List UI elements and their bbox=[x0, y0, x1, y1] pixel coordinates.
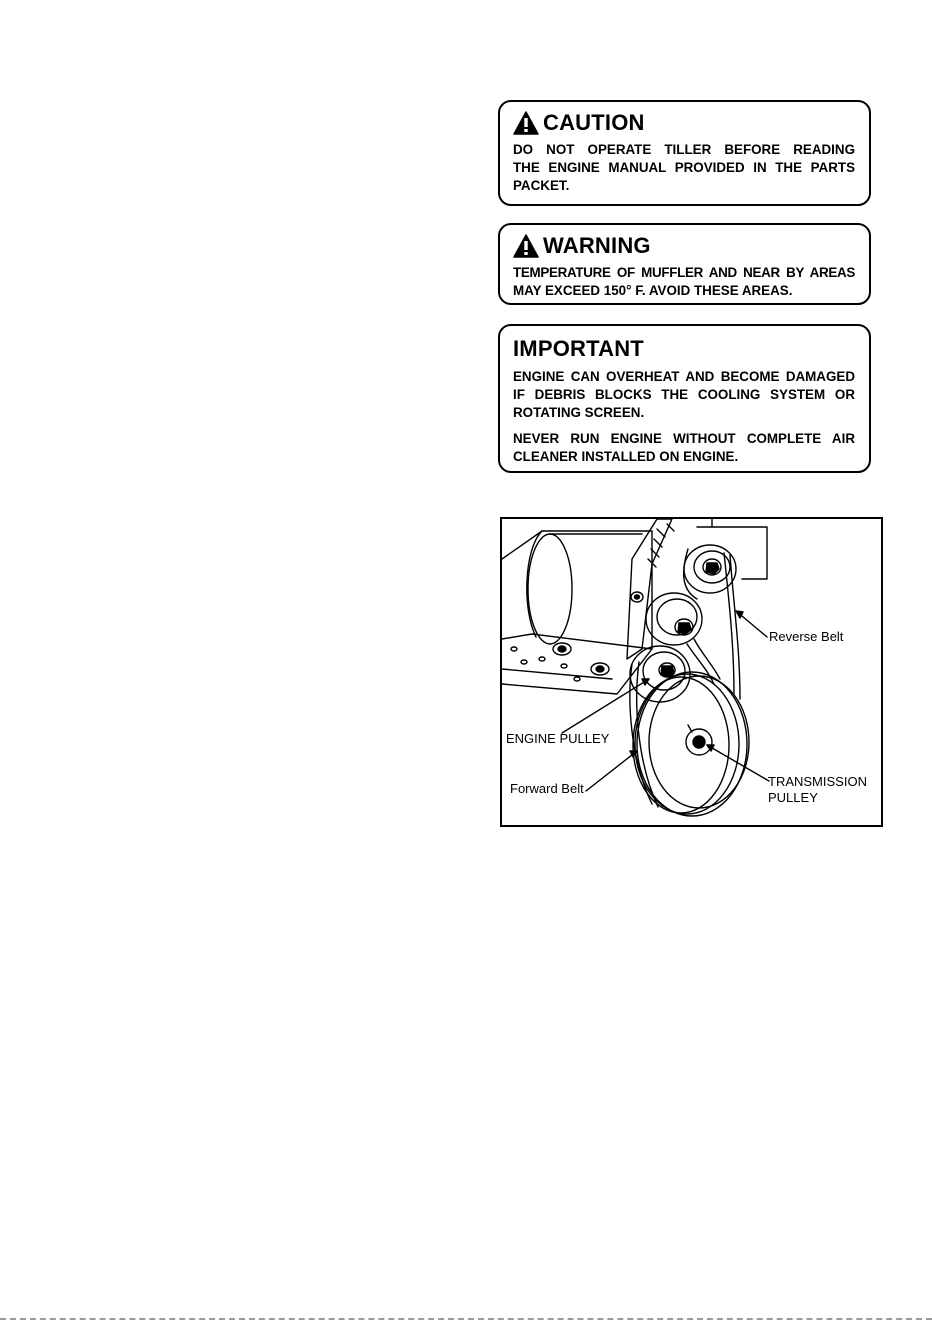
caution-title: CAUTION bbox=[543, 110, 645, 135]
warning-line: TEMPERATURE OF MUFFLER AND NEAR BY AREAS bbox=[513, 265, 855, 280]
important-paragraph bbox=[513, 430, 855, 466]
important-notice bbox=[498, 324, 871, 473]
caution-notice bbox=[498, 100, 871, 206]
warning-notice bbox=[498, 223, 871, 305]
important-line: NEVER RUN ENGINE WITHOUT COMPLETE AIR bbox=[513, 431, 855, 446]
important-line: IF DEBRIS BLOCKS THE COOLING SYSTEM OR bbox=[513, 387, 855, 402]
important-line: ENGINE CAN OVERHEAT AND BECOME DAMAGED bbox=[513, 369, 855, 384]
important-title: IMPORTANT bbox=[513, 336, 644, 361]
transmission-pulley-label bbox=[768, 774, 867, 806]
transmission-label-line: PULLEY bbox=[768, 790, 818, 805]
important-paragraph bbox=[513, 368, 855, 422]
important-line: ROTATING SCREEN. bbox=[513, 405, 645, 420]
page-bottom-rule bbox=[0, 1318, 932, 1320]
caution-header bbox=[513, 108, 855, 138]
forward-belt-label: Forward Belt bbox=[510, 781, 584, 796]
engine-pulley-label: ENGINE PULLEY bbox=[506, 731, 610, 746]
belt-pulley-figure bbox=[500, 517, 883, 827]
transmission-label-line: TRANSMISSION bbox=[768, 774, 867, 789]
caution-line: PACKET. bbox=[513, 178, 570, 193]
important-header bbox=[513, 336, 855, 362]
warning-triangle-icon bbox=[513, 234, 539, 258]
warning-header bbox=[513, 231, 855, 261]
warning-line: MAY EXCEED 150° F. AVOID THESE AREAS. bbox=[513, 283, 793, 298]
important-line: CLEANER INSTALLED ON ENGINE. bbox=[513, 449, 739, 464]
warning-title: WARNING bbox=[543, 233, 651, 258]
reverse-belt-label: Reverse Belt bbox=[769, 629, 844, 644]
caution-line: DO NOT OPERATE TILLER BEFORE READING bbox=[513, 142, 855, 157]
caution-line: THE ENGINE MANUAL PROVIDED IN THE PARTS bbox=[513, 160, 855, 175]
caution-text bbox=[513, 141, 855, 195]
warning-text bbox=[513, 264, 855, 300]
important-text bbox=[513, 368, 855, 466]
warning-triangle-icon bbox=[513, 111, 539, 135]
